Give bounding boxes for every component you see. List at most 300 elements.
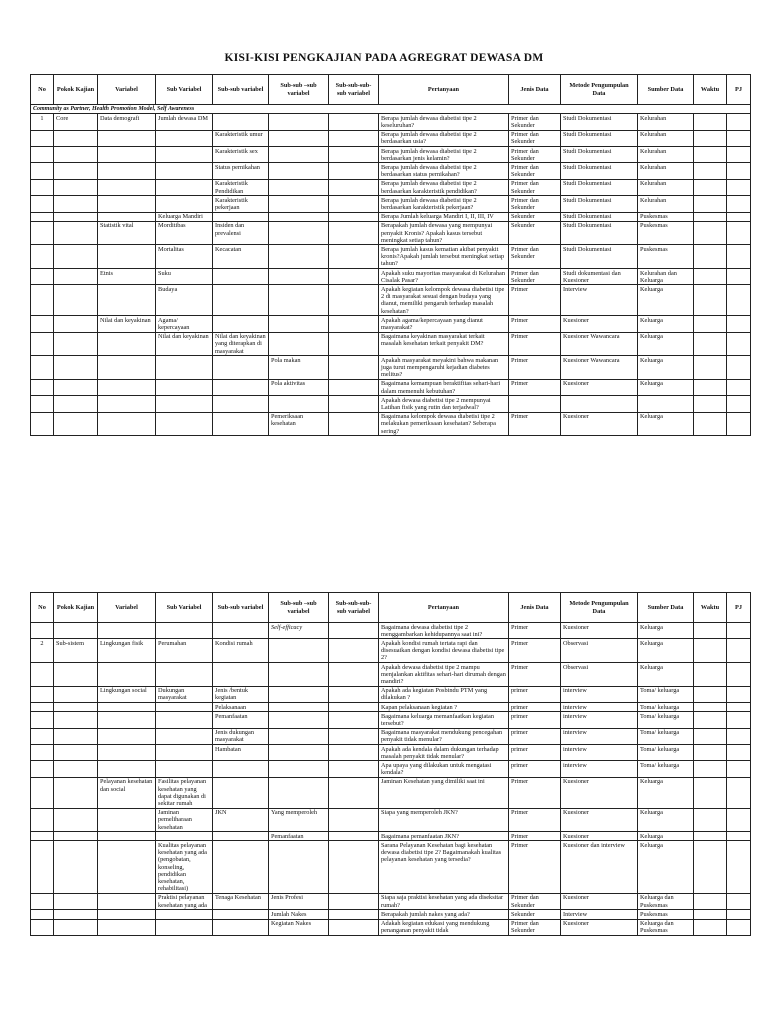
cell-pertanyaan: Apakah kegiatan kelompok dewasa diabetisi tipe 2 di masyarakat sesuai dengan budaya yang dianut, memiliki pengaruh terhadap masalah kesehatan? xyxy=(379,285,509,316)
cell-pokok-kajian xyxy=(54,179,98,195)
cell-variabel: Statistik vital xyxy=(98,221,156,245)
cell-sub-variabel: Jaminan pemeliharaan kesehatan xyxy=(156,808,213,832)
cell-sumber-data: Keluarga xyxy=(638,285,694,316)
cell-no xyxy=(31,332,54,356)
cell-jenis-data: Primer xyxy=(509,332,561,356)
cell-pertanyaan: Apakah ada kendala dalam dukungan terhadap masalah penyakit tidak menular? xyxy=(379,745,509,761)
cell-no xyxy=(31,712,54,728)
cell-variabel xyxy=(98,285,156,316)
cell-waktu xyxy=(694,841,727,893)
cell-pj xyxy=(727,919,751,935)
cell-sub-sub-sub-sub-variabel xyxy=(329,808,379,832)
cell-metode: Studi Dokumentasi xyxy=(561,179,638,195)
cell-pj xyxy=(727,761,751,777)
cell-sub-sub-sub-variabel xyxy=(269,196,329,212)
cell-sub-sub-sub-variabel xyxy=(269,777,329,808)
table-header-row xyxy=(31,593,751,623)
cell-pertanyaan: Berapakah jumlah nakes yang ada? xyxy=(379,910,509,919)
cell-pokok-kajian xyxy=(54,623,98,639)
cell-variabel xyxy=(98,712,156,728)
cell-sub-sub-sub-variabel xyxy=(269,114,329,130)
document-title: KISI-KISI PENGKAJIAN PADA AGREGRAT DEWASA DM xyxy=(224,52,544,64)
cell-waktu xyxy=(694,703,727,712)
cell-pokok-kajian xyxy=(54,663,98,687)
cell-metode: Studi Dokumentasi xyxy=(561,196,638,212)
cell-metode: Kuesioner xyxy=(561,919,638,935)
cell-waktu xyxy=(694,832,727,841)
cell-sumber-data: Keluarga xyxy=(638,663,694,687)
table-row xyxy=(31,114,751,130)
cell-pj xyxy=(727,841,751,893)
cell-jenis-data: Primer dan Sekunder xyxy=(509,893,561,909)
cell-sub-sub-sub-sub-variabel xyxy=(329,114,379,130)
cell-sumber-data xyxy=(638,396,694,412)
cell-jenis-data: Primer xyxy=(509,808,561,832)
cell-pokok-kajian xyxy=(54,332,98,356)
cell-variabel: Pelayanan kesehatan dan social xyxy=(98,777,156,808)
cell-no xyxy=(31,777,54,808)
cell-waktu xyxy=(694,221,727,245)
cell-pokok-kajian xyxy=(54,832,98,841)
cell-sub-sub-variabel xyxy=(213,412,269,436)
table-row xyxy=(31,910,751,919)
cell-variabel: Nilai dan keyakinan xyxy=(98,316,156,332)
cell-sub-sub-sub-variabel xyxy=(269,285,329,316)
cell-sumber-data: Keluarga xyxy=(638,639,694,663)
cell-waktu xyxy=(694,396,727,412)
cell-waktu xyxy=(694,777,727,808)
cell-waktu xyxy=(694,114,727,130)
cell-variabel: Lingkungan social xyxy=(98,686,156,702)
header-pertanyaan: Pertanyaan xyxy=(379,593,509,623)
cell-variabel xyxy=(98,832,156,841)
cell-waktu xyxy=(694,379,727,395)
cell-jenis-data: Primer xyxy=(509,316,561,332)
cell-pj xyxy=(727,686,751,702)
cell-sub-sub-variabel: Insiden dan prevalensi xyxy=(213,221,269,245)
cell-pj xyxy=(727,179,751,195)
cell-pokok-kajian xyxy=(54,412,98,436)
cell-sub-sub-variabel xyxy=(213,832,269,841)
cell-variabel xyxy=(98,179,156,195)
cell-metode: Studi Dokumentasi xyxy=(561,163,638,179)
cell-sumber-data: Keluarga xyxy=(638,777,694,808)
table-row xyxy=(31,703,751,712)
cell-pertanyaan: Berapakah jumlah dewasa yang mempunyai penyakit Kronis? Apakah kasus tersebut meningkat setiap tahun? xyxy=(379,221,509,245)
header-variabel: Variabel xyxy=(98,75,156,105)
cell-no xyxy=(31,221,54,245)
cell-metode: Kuesioner Wawancara xyxy=(561,356,638,380)
cell-sub-sub-variabel: Kondisi rumah xyxy=(213,639,269,663)
table-row xyxy=(31,808,751,832)
cell-pertanyaan: Apakah suku mayoritas masyarakat di Kelurahan Cisalak Pasar? xyxy=(379,269,509,285)
header-sumber-data: Sumber Data xyxy=(638,75,694,105)
cell-pokok-kajian xyxy=(54,712,98,728)
cell-sub-sub-sub-sub-variabel xyxy=(329,412,379,436)
cell-pertanyaan: Bagaimana keyakinan masyarakat terkait masalah kesehatan terkait penyakit DM? xyxy=(379,332,509,356)
assessment-table-1 xyxy=(30,74,751,436)
header-variabel: Variabel xyxy=(98,593,156,623)
cell-no xyxy=(31,396,54,412)
cell-sub-variabel: Keluarga Mandiri xyxy=(156,212,213,221)
cell-variabel xyxy=(98,396,156,412)
cell-pj xyxy=(727,285,751,316)
cell-jenis-data: Primer xyxy=(509,623,561,639)
cell-pj xyxy=(727,212,751,221)
cell-sub-variabel xyxy=(156,910,213,919)
cell-pj xyxy=(727,808,751,832)
cell-sub-sub-variabel: Hambatan xyxy=(213,745,269,761)
cell-sub-sub-variabel xyxy=(213,269,269,285)
cell-sub-sub-variabel: Karakteristik Pendidikan xyxy=(213,179,269,195)
cell-sub-sub-variabel xyxy=(213,761,269,777)
cell-waktu xyxy=(694,196,727,212)
cell-no: 1 xyxy=(31,114,54,130)
table-row xyxy=(31,919,751,935)
table-row xyxy=(31,179,751,195)
cell-waktu xyxy=(694,893,727,909)
cell-jenis-data: Primer dan Sekunder xyxy=(509,179,561,195)
cell-sub-variabel xyxy=(156,356,213,380)
cell-metode: interview xyxy=(561,728,638,744)
table-row xyxy=(31,130,751,146)
cell-no xyxy=(31,761,54,777)
cell-pertanyaan: Siapa saja praktisi kesehatan yang ada diseksitar rumah? xyxy=(379,893,509,909)
cell-sub-sub-variabel: Karakteristik pekerjaan xyxy=(213,196,269,212)
cell-no xyxy=(31,130,54,146)
cell-jenis-data: primer xyxy=(509,728,561,744)
header-pj: PJ xyxy=(727,593,751,623)
cell-pokok-kajian xyxy=(54,910,98,919)
cell-variabel xyxy=(98,147,156,163)
cell-jenis-data: Primer dan Sekunder xyxy=(509,130,561,146)
cell-jenis-data: Primer dan Sekunder xyxy=(509,269,561,285)
cell-jenis-data: Primer xyxy=(509,777,561,808)
cell-metode: Studi dokumentasi dan Kuesioner xyxy=(561,269,638,285)
cell-jenis-data: Primer xyxy=(509,356,561,380)
cell-pokok-kajian xyxy=(54,212,98,221)
cell-pokok-kajian xyxy=(54,316,98,332)
cell-sub-sub-sub-variabel: Kegiatan Nakes xyxy=(269,919,329,935)
cell-metode: Observasi xyxy=(561,663,638,687)
cell-sub-sub-sub-variabel xyxy=(269,245,329,269)
cell-no xyxy=(31,728,54,744)
table-row xyxy=(31,686,751,702)
cell-sub-sub-sub-sub-variabel xyxy=(329,777,379,808)
cell-pokok-kajian xyxy=(54,196,98,212)
cell-sub-sub-variabel: JKN xyxy=(213,808,269,832)
cell-sub-sub-sub-sub-variabel xyxy=(329,910,379,919)
header-waktu: Waktu xyxy=(694,593,727,623)
cell-sub-sub-sub-variabel xyxy=(269,212,329,221)
cell-pertanyaan: Apakah dewasa diabetisi tipe 2 mampu menjalankan aktifitas sehari-hari dirumah dengan mandiri? xyxy=(379,663,509,687)
cell-jenis-data: Primer xyxy=(509,663,561,687)
header-no: No xyxy=(31,75,54,105)
cell-sumber-data: Keluarga xyxy=(638,379,694,395)
cell-jenis-data: primer xyxy=(509,686,561,702)
cell-sub-sub-sub-variabel: Pola aktivitas xyxy=(269,379,329,395)
cell-metode: Interview xyxy=(561,910,638,919)
cell-sub-variabel xyxy=(156,130,213,146)
cell-jenis-data: Primer xyxy=(509,379,561,395)
cell-pertanyaan: Berapa jumlah dewasa diabetisi tipe 2 berdasarkan karakteristik pekerjaan? xyxy=(379,196,509,212)
table-row xyxy=(31,285,751,316)
table-header-row xyxy=(31,75,751,105)
cell-metode: Studi Dokumentasi xyxy=(561,221,638,245)
table-row xyxy=(31,332,751,356)
cell-sub-sub-sub-sub-variabel xyxy=(329,663,379,687)
table-row xyxy=(31,832,751,841)
cell-pertanyaan: Apa upaya yang dilakukan untuk mengatasi kendala? xyxy=(379,761,509,777)
cell-pj xyxy=(727,316,751,332)
cell-pertanyaan: Bagaimana kelompok dewasa diabetisi tipe 2 melakukan pemeriksaan kesehatan? Seberapa sering? xyxy=(379,412,509,436)
cell-pertanyaan: Bagaimana kemampuan beraktifitas sehari-hari dalam memenuhi kebutuhan? xyxy=(379,379,509,395)
assessment-table-2 xyxy=(30,592,751,936)
cell-pokok-kajian xyxy=(54,728,98,744)
cell-pertanyaan: Sarana Pelayanan Kesehatan bagi kesehatan dewasa diabetisi tipe 2? Bagaimanakah kualitas pelayanan kesehatan yang tersedia? xyxy=(379,841,509,893)
cell-no xyxy=(31,623,54,639)
table-row xyxy=(31,316,751,332)
cell-sub-sub-sub-variabel xyxy=(269,332,329,356)
cell-pertanyaan: Apakah ada kegiatan Posbindu PTM yang dilakukan ? xyxy=(379,686,509,702)
cell-pertanyaan: Bagaimana masyarakat mendukung pencegahan penyakit tidak menular? xyxy=(379,728,509,744)
cell-sumber-data: Keluarga xyxy=(638,832,694,841)
cell-metode: Kuesioner Wawancara xyxy=(561,332,638,356)
cell-sumber-data: Toma/ keluarga xyxy=(638,703,694,712)
cell-pokok-kajian xyxy=(54,777,98,808)
cell-pokok-kajian xyxy=(54,269,98,285)
cell-variabel xyxy=(98,196,156,212)
cell-sub-sub-sub-variabel: Jenis Profesi xyxy=(269,893,329,909)
cell-sumber-data: Toma/ keluarga xyxy=(638,761,694,777)
cell-sub-sub-sub-variabel xyxy=(269,761,329,777)
header-sub-sub-sub-variabel: Sub-sub –sub variabel xyxy=(269,75,329,105)
cell-sub-sub-sub-sub-variabel xyxy=(329,332,379,356)
header-jenis-data: Jenis Data xyxy=(509,593,561,623)
cell-metode: Kuesioner xyxy=(561,832,638,841)
cell-sub-sub-sub-sub-variabel xyxy=(329,703,379,712)
cell-pokok-kajian xyxy=(54,245,98,269)
cell-pj xyxy=(727,639,751,663)
cell-sumber-data: Toma/ keluarga xyxy=(638,686,694,702)
cell-jenis-data: Primer dan Sekunder xyxy=(509,245,561,269)
cell-metode xyxy=(561,396,638,412)
cell-sub-sub-sub-variabel xyxy=(269,639,329,663)
header-sub-sub-variabel: Sub-sub variabel xyxy=(213,75,269,105)
cell-waktu xyxy=(694,245,727,269)
cell-sub-variabel xyxy=(156,196,213,212)
header-sub-sub-sub-sub-variabel: Sub-sub-sub-sub variabel xyxy=(329,75,379,105)
cell-jenis-data: Sekunder xyxy=(509,212,561,221)
cell-no xyxy=(31,412,54,436)
cell-waktu xyxy=(694,412,727,436)
cell-pertanyaan: Berapa jumlah dewasa diabetisi tipe 2 berdasarkan karakteristik pendidikan? xyxy=(379,179,509,195)
cell-sub-sub-sub-variabel xyxy=(269,147,329,163)
header-pokok-kajian: Pokok Kajian xyxy=(54,593,98,623)
cell-variabel xyxy=(98,841,156,893)
cell-variabel: Etnis xyxy=(98,269,156,285)
cell-pertanyaan: Bagaimana dewasa diabetisi tipe 2 menggambarkan kehidupannya saat ini? xyxy=(379,623,509,639)
cell-sumber-data: Kelurahan xyxy=(638,130,694,146)
cell-sumber-data: Kelurahan xyxy=(638,147,694,163)
framework-label: Community as Partner, Health Promotion Model, Self Awareness xyxy=(31,105,751,114)
cell-waktu xyxy=(694,163,727,179)
cell-variabel xyxy=(98,919,156,935)
cell-sub-sub-sub-variabel xyxy=(269,396,329,412)
cell-pertanyaan: Berapa jumlah dewasa diabetisi tipe 2 berdasarkan jenis kelamin? xyxy=(379,147,509,163)
cell-no xyxy=(31,245,54,269)
cell-sub-sub-variabel xyxy=(213,114,269,130)
cell-variabel xyxy=(98,703,156,712)
cell-metode: Kuesioner xyxy=(561,412,638,436)
cell-metode: Studi Dokumentasi xyxy=(561,212,638,221)
cell-sumber-data: Kelurahan xyxy=(638,114,694,130)
cell-metode: Studi Dokumentasi xyxy=(561,245,638,269)
cell-pertanyaan: Apakah kondisi rumah tertata rapi dan disesuaikan dengan kondisi dewasa diabetisi tipe 2? xyxy=(379,639,509,663)
cell-sub-sub-sub-variabel xyxy=(269,841,329,893)
cell-pertanyaan: Siapa yang memperoleh JKN? xyxy=(379,808,509,832)
cell-sub-sub-sub-variabel xyxy=(269,745,329,761)
table-row xyxy=(31,639,751,663)
cell-sub-variabel: Mortalitas xyxy=(156,245,213,269)
table-row xyxy=(31,196,751,212)
cell-metode: interview xyxy=(561,686,638,702)
cell-pj xyxy=(727,396,751,412)
cell-pj xyxy=(727,893,751,909)
cell-sub-sub-variabel xyxy=(213,285,269,316)
cell-pokok-kajian xyxy=(54,745,98,761)
cell-sub-sub-variabel: Status pernikahan xyxy=(213,163,269,179)
cell-pj xyxy=(727,147,751,163)
cell-waktu xyxy=(694,269,727,285)
cell-sub-sub-variabel xyxy=(213,396,269,412)
cell-waktu xyxy=(694,285,727,316)
cell-sub-variabel xyxy=(156,396,213,412)
cell-sumber-data: Keluarga xyxy=(638,356,694,380)
cell-no xyxy=(31,356,54,380)
cell-sub-sub-sub-sub-variabel xyxy=(329,245,379,269)
framework-row xyxy=(31,105,751,114)
cell-sub-sub-sub-variabel: Pemeriksaan kesehatan xyxy=(269,412,329,436)
cell-metode: Studi Dokumentasi xyxy=(561,114,638,130)
cell-sub-sub-sub-sub-variabel xyxy=(329,712,379,728)
cell-sub-sub-sub-variabel xyxy=(269,221,329,245)
cell-sub-sub-sub-variabel xyxy=(269,316,329,332)
cell-no xyxy=(31,196,54,212)
cell-no xyxy=(31,893,54,909)
cell-sub-variabel: Perumahan xyxy=(156,639,213,663)
table-row xyxy=(31,147,751,163)
cell-variabel xyxy=(98,212,156,221)
cell-sumber-data: Kelurahan xyxy=(638,179,694,195)
cell-waktu xyxy=(694,910,727,919)
cell-variabel xyxy=(98,245,156,269)
cell-sub-variabel: Kualitas pelayanan kesehatan yang ada (pengobatan, konseling, pendidikan kesehatan, rehabilitasi) xyxy=(156,841,213,893)
cell-pj xyxy=(727,663,751,687)
cell-sub-variabel: Agama/ kepercayaan xyxy=(156,316,213,332)
header-waktu: Waktu xyxy=(694,75,727,105)
cell-sub-variabel: Praktisi pelayanan kesehatan yang ada xyxy=(156,893,213,909)
cell-no xyxy=(31,379,54,395)
cell-sub-sub-sub-sub-variabel xyxy=(329,745,379,761)
cell-waktu xyxy=(694,356,727,380)
cell-no xyxy=(31,703,54,712)
cell-jenis-data: Primer xyxy=(509,841,561,893)
cell-no xyxy=(31,269,54,285)
cell-variabel xyxy=(98,808,156,832)
header-metode: Metode Pengumpulan Data xyxy=(561,75,638,105)
table-row xyxy=(31,745,751,761)
cell-sub-sub-sub-variabel xyxy=(269,163,329,179)
cell-sumber-data: Toma/ keluarga xyxy=(638,728,694,744)
header-sub-sub-variabel: Sub-sub variabel xyxy=(213,593,269,623)
cell-jenis-data: primer xyxy=(509,761,561,777)
cell-variabel xyxy=(98,745,156,761)
cell-sub-variabel xyxy=(156,745,213,761)
cell-sumber-data: Keluarga xyxy=(638,316,694,332)
cell-sub-sub-sub-variabel: Self-efficacy xyxy=(269,623,329,639)
cell-pertanyaan: Bagaimana keluarga memanfaatkan kegiatan tersebut? xyxy=(379,712,509,728)
cell-sub-sub-sub-sub-variabel xyxy=(329,285,379,316)
cell-jenis-data: Primer dan Sekunder xyxy=(509,919,561,935)
cell-variabel xyxy=(98,379,156,395)
header-pertanyaan: Pertanyaan xyxy=(379,75,509,105)
cell-waktu xyxy=(694,179,727,195)
cell-waktu xyxy=(694,745,727,761)
table-row xyxy=(31,623,751,639)
cell-jenis-data: primer xyxy=(509,703,561,712)
cell-pj xyxy=(727,130,751,146)
header-metode: Metode Pengumpulan Data xyxy=(561,593,638,623)
cell-jenis-data: Primer xyxy=(509,832,561,841)
cell-sub-variabel xyxy=(156,623,213,639)
cell-sub-sub-sub-variabel xyxy=(269,179,329,195)
cell-sub-sub-variabel xyxy=(213,316,269,332)
cell-pokok-kajian xyxy=(54,221,98,245)
cell-pj xyxy=(727,712,751,728)
cell-variabel xyxy=(98,893,156,909)
cell-sub-sub-sub-sub-variabel xyxy=(329,163,379,179)
header-pokok-kajian: Pokok Kajian xyxy=(54,75,98,105)
cell-pokok-kajian xyxy=(54,396,98,412)
cell-jenis-data: Primer dan Sekunder xyxy=(509,163,561,179)
cell-sub-variabel xyxy=(156,379,213,395)
cell-sub-sub-variabel: Karakteristik sex xyxy=(213,147,269,163)
cell-jenis-data: primer xyxy=(509,745,561,761)
cell-waktu xyxy=(694,663,727,687)
cell-pertanyaan: Bagaimana pemanfaatan JKN? xyxy=(379,832,509,841)
cell-pj xyxy=(727,221,751,245)
cell-jenis-data: Primer dan Sekunder xyxy=(509,114,561,130)
cell-no xyxy=(31,808,54,832)
cell-sub-sub-sub-variabel xyxy=(269,130,329,146)
header-sub-variabel: Sub Variabel xyxy=(156,75,213,105)
cell-sub-sub-sub-sub-variabel xyxy=(329,269,379,285)
cell-sumber-data: Toma/ keluarga xyxy=(638,745,694,761)
cell-sub-sub-sub-sub-variabel xyxy=(329,841,379,893)
cell-sub-sub-sub-sub-variabel xyxy=(329,639,379,663)
cell-sub-sub-variabel: Pelaksanaan xyxy=(213,703,269,712)
cell-metode: Kuesioner xyxy=(561,777,638,808)
cell-metode: Kuesioner xyxy=(561,808,638,832)
cell-sub-sub-variabel xyxy=(213,356,269,380)
cell-waktu xyxy=(694,147,727,163)
cell-no xyxy=(31,686,54,702)
cell-waktu xyxy=(694,761,727,777)
cell-sub-variabel: Jumlah dewasa DM xyxy=(156,114,213,130)
cell-sub-variabel: Nilai dan keyakinan xyxy=(156,332,213,356)
cell-sumber-data: Keluarga xyxy=(638,623,694,639)
